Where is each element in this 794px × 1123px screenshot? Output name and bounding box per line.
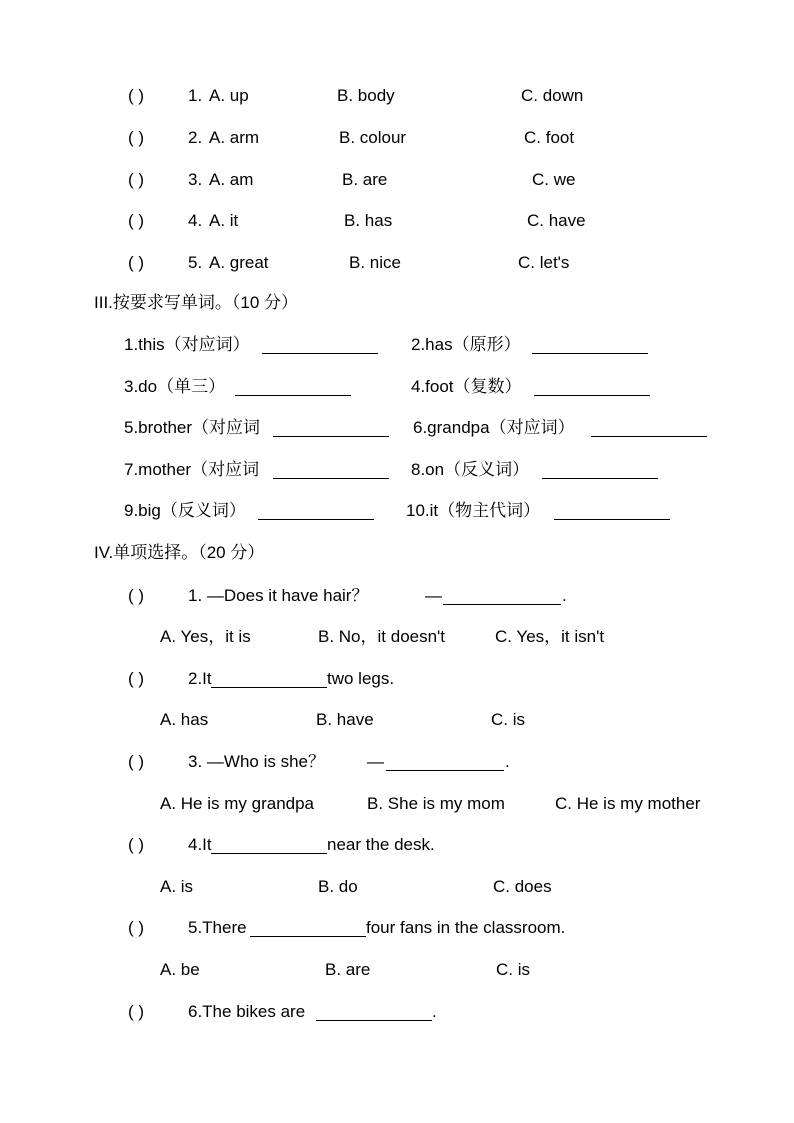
word-prompt: 3.do（单三）	[124, 377, 226, 396]
answer-blank[interactable]	[211, 671, 327, 688]
question-pre: 6.The bikes are	[188, 1002, 306, 1021]
word-prompt: 7.mother（对应词	[124, 460, 260, 479]
answer-blank[interactable]	[316, 1004, 432, 1021]
question-post: two legs.	[327, 669, 395, 688]
answer-paren[interactable]: ( )	[128, 1002, 145, 1021]
option-c: C. we	[532, 170, 576, 189]
question-pre: 2.It	[188, 669, 212, 688]
option-b: B. nice	[349, 253, 401, 272]
answer-blank[interactable]	[273, 462, 389, 479]
answer-paren[interactable]: ( )	[128, 253, 145, 272]
option-a: A. be	[160, 960, 200, 979]
option-a: A. great	[209, 253, 269, 272]
end-period: .	[505, 752, 510, 771]
answer-blank[interactable]	[211, 837, 327, 854]
reply-dash: —	[367, 752, 384, 771]
section4-title: IV.单项选择。（20 分）	[94, 543, 265, 562]
word-prompt: 1.this（对应词）	[124, 335, 250, 354]
answer-paren[interactable]: ( )	[128, 918, 145, 937]
end-period: .	[432, 1002, 437, 1021]
option-b: B. body	[337, 86, 395, 105]
answer-paren[interactable]: ( )	[128, 170, 145, 189]
answer-blank[interactable]	[258, 503, 374, 520]
word-prompt: 6.grandpa（对应词）	[413, 418, 575, 437]
item-number: 3.	[188, 170, 203, 189]
answer-blank[interactable]	[250, 920, 366, 937]
item-number: 5.	[188, 253, 203, 272]
answer-paren[interactable]: ( )	[128, 86, 145, 105]
answer-blank[interactable]	[542, 462, 658, 479]
option-b: B. are	[342, 170, 388, 189]
question-stem: 3. —Who is she？	[188, 752, 325, 771]
item-number: 4.	[188, 211, 203, 230]
answer-blank[interactable]	[591, 420, 707, 437]
option-c: C. foot	[524, 128, 575, 147]
answer-paren[interactable]: ( )	[128, 211, 145, 230]
option-b: B. have	[316, 710, 374, 729]
answer-blank[interactable]	[386, 754, 504, 771]
word-prompt: 8.on（反义词）	[411, 460, 530, 479]
option-c: C. down	[521, 86, 584, 105]
question-stem: 1. —Does it have hair？	[188, 586, 369, 605]
option-c: C. is	[496, 960, 530, 979]
answer-blank[interactable]	[235, 379, 351, 396]
word-prompt: 10.it（物主代词）	[406, 501, 541, 520]
answer-paren[interactable]: ( )	[128, 586, 145, 605]
option-b: B. do	[318, 877, 358, 896]
word-prompt: 4.foot（复数）	[411, 377, 522, 396]
answer-blank[interactable]	[262, 337, 378, 354]
answer-paren[interactable]: ( )	[128, 669, 145, 688]
answer-blank[interactable]	[443, 588, 561, 605]
reply-dash: —	[425, 586, 442, 605]
word-prompt: 9.big（反义词）	[124, 501, 246, 520]
answer-paren[interactable]: ( )	[128, 752, 145, 771]
word-prompt: 2.has（原形）	[411, 335, 521, 354]
option-c: C. is	[491, 710, 525, 729]
word-prompt: 5.brother（对应词	[124, 418, 261, 437]
option-c: C. Yes，it isn't	[495, 627, 605, 646]
end-period: .	[562, 586, 567, 605]
option-c: C. have	[527, 211, 586, 230]
question-post: four fans in the classroom.	[366, 918, 566, 937]
option-b: B. She is my mom	[367, 794, 505, 813]
option-b: B. No，it doesn't	[318, 627, 446, 646]
section3-title: III.按要求写单词。（10 分）	[94, 293, 299, 312]
option-c: C. does	[493, 877, 552, 896]
answer-blank[interactable]	[554, 503, 670, 520]
option-c: C. He is my mother	[555, 794, 701, 813]
question-pre: 5.There	[188, 918, 247, 937]
item-number: 1.	[188, 86, 203, 105]
answer-paren[interactable]: ( )	[128, 835, 145, 854]
option-a: A. arm	[209, 128, 260, 147]
item-number: 2.	[188, 128, 203, 147]
option-a: A. it	[209, 211, 239, 230]
option-a: A. He is my grandpa	[160, 794, 315, 813]
option-b: B. are	[325, 960, 371, 979]
question-post: near the desk.	[327, 835, 435, 854]
question-pre: 4.It	[188, 835, 212, 854]
option-b: B. has	[344, 211, 393, 230]
option-c: C. let's	[518, 253, 570, 272]
answer-blank[interactable]	[273, 420, 389, 437]
answer-paren[interactable]: ( )	[128, 128, 145, 147]
option-a: A. Yes，it is	[160, 627, 251, 646]
option-a: A. am	[209, 170, 254, 189]
option-a: A. is	[160, 877, 194, 896]
answer-blank[interactable]	[532, 337, 648, 354]
option-a: A. up	[209, 86, 249, 105]
answer-blank[interactable]	[534, 379, 650, 396]
option-a: A. has	[160, 710, 209, 729]
option-b: B. colour	[339, 128, 407, 147]
